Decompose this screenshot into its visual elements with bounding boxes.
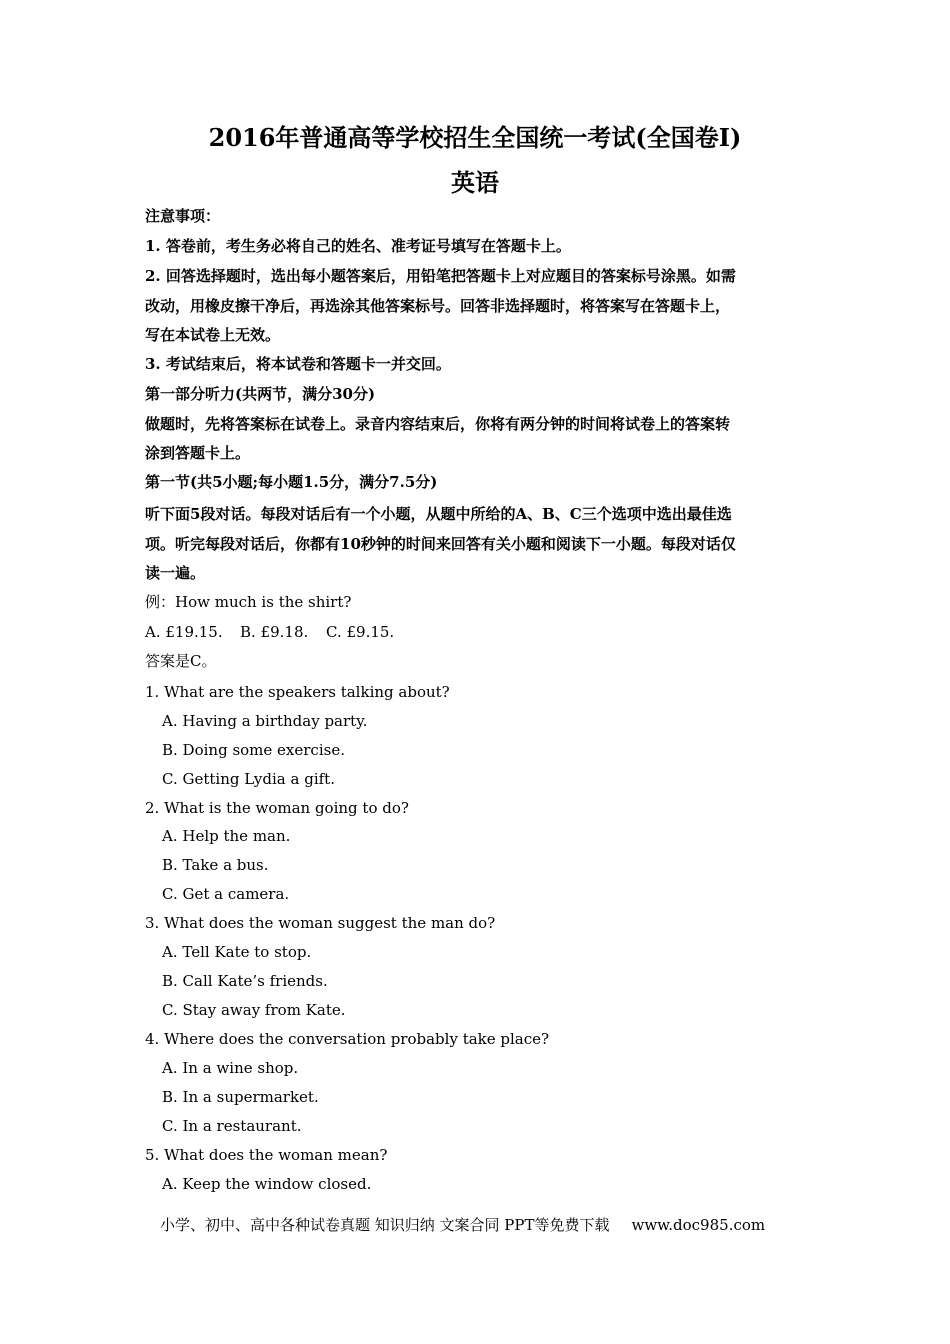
page-footer xyxy=(160,1214,765,1235)
example-option-b: B. £9.18. xyxy=(240,623,309,641)
section1-instruction-line-2: 项。听完每段对话后，你都有10秒钟的时间来回答有关小题和阅读下一小题。每段对话仅 xyxy=(145,535,736,553)
question-3-option-a: A. Tell Kate to stop. xyxy=(162,943,312,961)
notice-item-2-line-1: 2. 回答选择题时，选出每小题答案后，用铅笔把答题卡上对应题目的答案标号涂黑。如需 xyxy=(145,267,736,285)
question-4-option-c: C. In a restaurant. xyxy=(162,1117,302,1135)
section1-instruction-line-3: 读一遍。 xyxy=(145,564,206,582)
question-2-option-a: A. Help the man. xyxy=(162,827,291,845)
question-1-option-c: C. Getting Lydia a gift. xyxy=(162,770,335,788)
question-2-option-c: C. Get a camera. xyxy=(162,885,290,903)
question-4-option-b: B. In a supermarket. xyxy=(162,1088,319,1106)
question-5: 5. What does the woman mean? xyxy=(145,1146,388,1164)
footer-url[interactable]: www.doc985.com xyxy=(631,1216,766,1234)
question-1-option-b: B. Doing some exercise. xyxy=(162,741,345,759)
subject-title: 英语 xyxy=(451,168,499,197)
example-option-a: A. £19.15. xyxy=(145,623,223,641)
question-2: 2. What is the woman going to do? xyxy=(145,799,409,817)
footer-text: 小学、初中、高中各种试卷真题 知识归纳 文案合同 PPT等免费下载 xyxy=(160,1216,610,1234)
question-1: 1. What are the speakers talking about? xyxy=(145,683,450,701)
question-3-option-b: B. Call Kate’s friends. xyxy=(162,972,328,990)
question-4-option-a: A. In a wine shop. xyxy=(162,1059,299,1077)
example-options xyxy=(145,622,815,642)
part1-heading: 第一部分听力(共两节，满分30分) xyxy=(145,385,376,403)
section1-heading: 第一节(共5小题;每小题1.5分，满分7.5分) xyxy=(145,473,438,491)
section1-instruction-line-1: 听下面5段对话。每段对话后有一个小题，从题中所给的A、B、C三个选项中选出最佳选 xyxy=(145,505,732,523)
question-3: 3. What does the woman suggest the man do? xyxy=(145,914,496,932)
question-2-option-b: B. Take a bus. xyxy=(162,856,269,874)
notice-item-2-line-2: 改动，用橡皮擦干净后，再选涂其他答案标号。回答非选择题时，将答案写在答题卡上， xyxy=(145,297,731,315)
notice-heading: 注意事项： xyxy=(145,207,221,225)
example-question: 例：How much is the shirt? xyxy=(145,593,352,611)
notice-item-1: 1. 答卷前，考生务必将自己的姓名、准考证号填写在答题卡上。 xyxy=(145,237,571,255)
notice-item-2-line-3: 写在本试卷上无效。 xyxy=(145,326,281,344)
question-4: 4. Where does the conversation probably take place? xyxy=(145,1030,550,1048)
question-3-option-c: C. Stay away from Kate. xyxy=(162,1001,346,1019)
part1-instruction-line-2: 涂到答题卡上。 xyxy=(145,444,251,462)
question-1-option-a: A. Having a birthday party. xyxy=(162,712,368,730)
example-option-c: C. £9.15. xyxy=(326,623,395,641)
notice-item-3: 3. 考试结束后，将本试卷和答题卡一并交回。 xyxy=(145,355,451,373)
example-answer: 答案是C。 xyxy=(145,652,217,670)
part1-instruction-line-1: 做题时，先将答案标在试卷上。录音内容结束后，你将有两分钟的时间将试卷上的答案转 xyxy=(145,415,731,433)
page-title: 2016年普通高等学校招生全国统一考试(全国卷Ⅰ) xyxy=(208,123,742,152)
question-5-option-a: A. Keep the window closed. xyxy=(162,1175,372,1193)
